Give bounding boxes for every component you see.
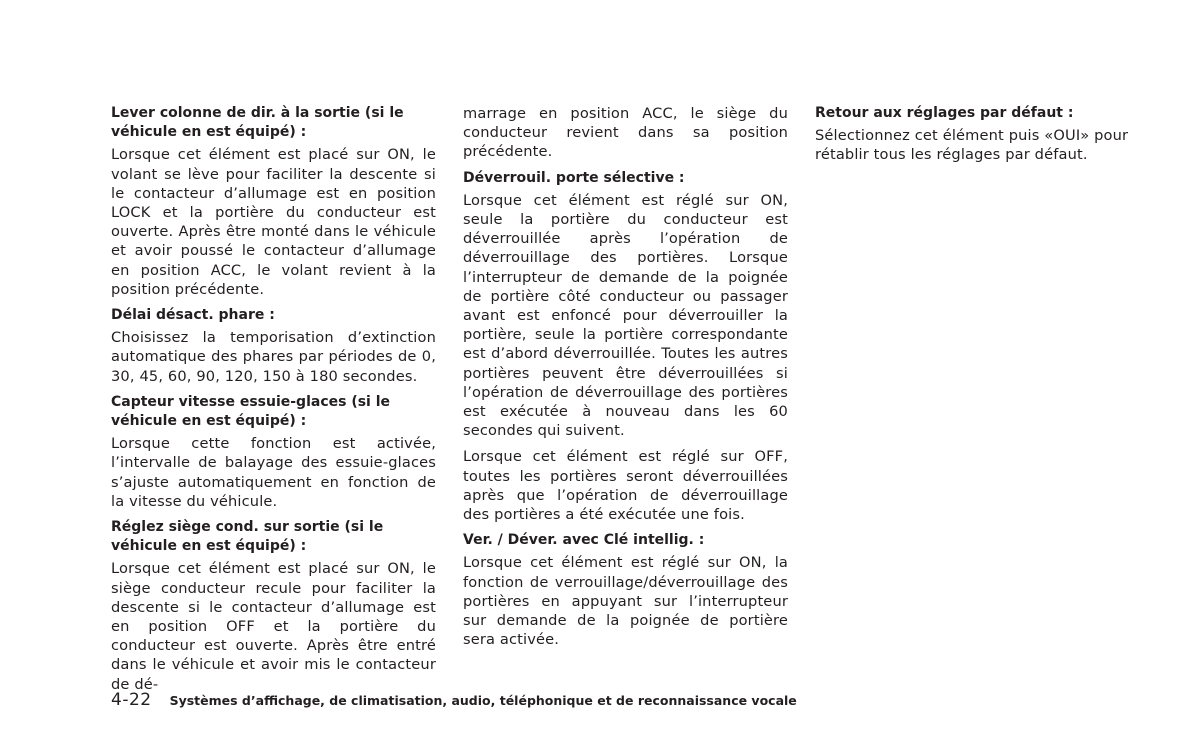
column-right (815, 104, 1140, 172)
section-paragraph: Lorsque cet élément est réglé sur ON, la fonction de verrouillage/déverrouillage des portières en appuyant sur l’interrupteur sur demande de la poignée de portière sera activée. (463, 554, 788, 649)
section-paragraph: Lorsque cet élément est réglé sur OFF, toutes les portières seront déverrouillées après que l’opération de déverrouillage des portières a été exécutée une fois. (463, 448, 788, 524)
section-heading: Ver. / Déver. avec Clé intellig. : (463, 532, 705, 549)
column-left (111, 104, 436, 694)
section-paragraph: Lorsque cet élément est placé sur ON, le siège conducteur recule pour faciliter la descente si le contacteur d’allumage est en position OFF et la portière du conducteur est ouverte. Après être entré dans le véhicule et avoir mis le contacteur de dé- (111, 560, 436, 693)
section-paragraph: Lorsque cet élément est placé sur ON, le volant se lève pour faciliter la descente si le contacteur d’allumage est en position LOCK et la portière du conducteur est ouverte. Après être monté dans le véhicule et avoir poussé le contacteur d’allumage en position ACC, le volant revient à la position précédente. (111, 146, 436, 298)
section-heading: Retour aux réglages par défaut : (815, 105, 1074, 121)
page-footer (111, 690, 797, 710)
column-middle (463, 104, 788, 656)
section-paragraph: marrage en position ACC, le siège du conducteur revient dans sa position précédente. (463, 105, 788, 161)
section-heading: Réglez siège cond. sur sortie (si le véhicule en est équipé) : (111, 519, 384, 555)
section-paragraph: Sélectionnez cet élément puis «OUI» pour rétablir tous les réglages par défaut. (815, 127, 1129, 164)
section-heading: Capteur vitesse essuie-glaces (si le véhicule en est équipé) : (111, 393, 391, 430)
section-paragraph: Lorsque cet élément est réglé sur ON, seule la portière du conducteur est déverrouillée après l’opération de déverrouillage des portières. Lorsque l’interrupteur de demande de la poignée de portière côté conducteur ou passager avant est enfoncé pour déverrouiller la portière, seule la portière correspondante est d’abord déverrouillée. Toutes les autres portières peuvent être déverrouillées si l’opération de déverrouillage des portières est exécutée à nouveau dans les 60 secondes qui suivent. (463, 191, 788, 440)
section-heading: Délai désact. phare : (111, 307, 275, 324)
section-paragraph: Choisissez la temporisation d’extinction automatique des phares par périodes de 0, 30, 45, 60, 90, 120, 150 à 180 secondes. (111, 329, 436, 385)
section-heading: Déverrouil. porte sélective : (463, 169, 685, 186)
section-heading: Lever colonne de dir. à la sortie (si le véhicule en est équipé) : (111, 105, 404, 141)
section-paragraph: Lorsque cette fonction est activée, l’intervalle de balayage des essuie-glaces s’ajuste automatiquement en fonction de la vitesse du véhicule. (111, 435, 436, 510)
footer-section-title: Systèmes d’affichage, de climatisation, audio, téléphonique et de reconnaissance vocale (169, 693, 797, 708)
page-number: 4-22 (111, 690, 152, 710)
